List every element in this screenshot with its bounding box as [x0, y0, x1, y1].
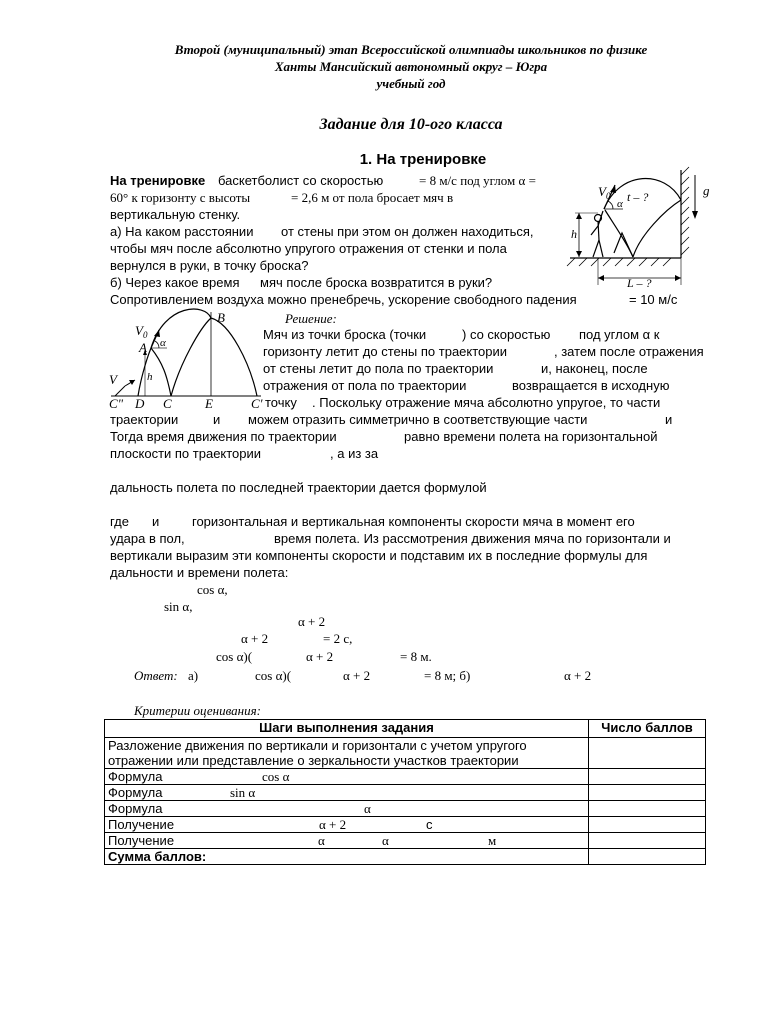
- solution-line: возвращается в исходную: [512, 378, 670, 393]
- criteria-row: [105, 817, 706, 833]
- player-figure: [591, 211, 603, 257]
- criteria-step: [105, 801, 589, 817]
- h-label: h: [571, 227, 577, 241]
- criteria-total-row: [105, 849, 706, 865]
- header-line-2: Ханты Мансийский автономный округ – Югра: [274, 59, 548, 74]
- criteria-step-text: α: [364, 801, 371, 816]
- criteria-step: [105, 769, 589, 785]
- solution-line: Мяч из точки броска (точки: [263, 327, 427, 342]
- statement-text: 60° к горизонту с высоты: [110, 190, 251, 205]
- statement-text: а) На каком расстоянии: [110, 224, 254, 239]
- header-line-3: учебный год: [376, 76, 446, 91]
- solution-line: , затем после отражения: [554, 344, 704, 359]
- solution-line: удара в пол,: [110, 531, 185, 546]
- criteria-step-text: Получение: [108, 817, 175, 832]
- answer-label: Ответ:: [134, 668, 178, 683]
- criteria-points: [589, 817, 706, 833]
- solution-line: и: [665, 412, 673, 427]
- criteria-step-text: м: [488, 833, 497, 848]
- formula-line: cos α,: [197, 582, 228, 597]
- statement-text: баскетболист со скоростью: [218, 173, 384, 188]
- col-steps-header: Шаги выполнения задания: [105, 720, 589, 738]
- criteria-row: [105, 738, 706, 769]
- v0-label: $V_0$: [598, 184, 611, 201]
- criteria-step-text: sin α: [230, 785, 256, 800]
- criteria-label: Критерии оценивания:: [134, 703, 261, 718]
- criteria-step: [105, 817, 589, 833]
- statement-text: чтобы мяч после абсолютно упругого отражения от стенки и пола: [110, 241, 507, 256]
- answer-text: α + 2: [343, 668, 371, 683]
- problem-title: 1. На тренировке: [359, 151, 487, 168]
- solution-line: под углом α к: [579, 327, 660, 342]
- fig2-point-C: C: [163, 396, 172, 410]
- statement-text: = 2,6 м от пола бросает мяч в: [291, 190, 454, 205]
- solution-line: точку: [265, 395, 297, 410]
- solution-line: горизонтальная и вертикальная компоненты скорости мяча в момент его: [192, 514, 635, 529]
- fig2-point-C1: C': [251, 396, 263, 410]
- formula-line: α + 2: [298, 614, 326, 629]
- fig2-point-E: E: [205, 396, 213, 410]
- criteria-points: [589, 785, 706, 801]
- criteria-step-text: Формула: [108, 785, 163, 800]
- criteria-row: [105, 801, 706, 817]
- criteria-header-row: [105, 720, 706, 738]
- solution-line: и: [152, 514, 160, 529]
- criteria-step-text: α + 2: [319, 817, 347, 832]
- criteria-step-text: Формула: [108, 769, 163, 784]
- L-label: L – ?: [627, 276, 652, 290]
- solution-line: , а из за: [330, 446, 379, 461]
- statement-text: = 10 м/с: [629, 292, 678, 307]
- col-points-header: Число баллов: [589, 720, 706, 738]
- statement-text: вернулся в руки, в точку броска?: [110, 258, 309, 273]
- solution-line: равно времени полета на горизонтальной: [404, 429, 658, 444]
- solution-line: дальности и времени полета:: [110, 565, 289, 580]
- criteria-step: [105, 833, 589, 849]
- task-title: Задание для 10-ого класса: [319, 116, 503, 133]
- statement-text: мяч после броска возвратится в руки?: [260, 275, 493, 290]
- solution-line: где: [110, 514, 129, 529]
- statement-text: б) Через какое время: [110, 275, 240, 290]
- criteria-step: [105, 785, 589, 801]
- criteria-table: [104, 719, 706, 865]
- fig2-point-B: B: [217, 310, 225, 325]
- answer-text: а): [188, 668, 199, 683]
- solution-line: . Поскольку отражение мяча абсолютно упругое, то части: [312, 395, 661, 410]
- formula-line: cos α)(: [216, 649, 253, 664]
- solution-line: вертикали выразим эти компоненты скорости и подставим их в последние формулы для: [110, 548, 648, 563]
- criteria-row: [105, 785, 706, 801]
- fig2-h: h: [147, 371, 153, 383]
- formula-line: = 8 м.: [400, 649, 432, 664]
- solution-line: плоскости по траектории: [110, 446, 262, 461]
- fig2-point-C2: C": [109, 396, 124, 410]
- g-label: g: [703, 183, 710, 198]
- solution-label: Решение:: [285, 311, 337, 326]
- criteria-step-text: α: [382, 833, 389, 848]
- criteria-points: [589, 738, 706, 769]
- header-line-1: Второй (муниципальный) этап Всероссийской олимпиады школьников по физике: [174, 42, 648, 57]
- t-label: t – ?: [627, 190, 649, 204]
- fig2-point-D: D: [135, 396, 145, 410]
- fig2-v0-label: $V_0$: [135, 323, 148, 340]
- criteria-total-label: Сумма баллов:: [105, 849, 589, 865]
- criteria-row: [105, 769, 706, 785]
- fig2-alpha: α: [160, 337, 166, 349]
- formula-line: = 2 с,: [323, 631, 353, 646]
- criteria-step-text: с: [426, 817, 433, 832]
- solution-line: от стены летит до пола по траектории: [263, 361, 494, 376]
- answer-text: α + 2: [564, 668, 592, 683]
- figure-trajectory-diagram: [105, 308, 265, 410]
- criteria-points: [589, 833, 706, 849]
- solution-line: Тогда время движения по траектории: [110, 429, 337, 444]
- statement-text: вертикальную стенку.: [110, 207, 241, 222]
- criteria-step-text: Формула: [108, 801, 163, 816]
- answer-text: = 8 м; б): [424, 668, 471, 683]
- alpha-label: α: [617, 198, 623, 210]
- solution-line: ) со скоростью: [462, 327, 551, 342]
- solution-line: время полета. Из рассмотрения движения мяча по горизонтали и: [274, 531, 671, 546]
- solution-line: отражения от пола по траектории: [263, 378, 467, 393]
- solution-line: можем отразить симметрично в соответствующие части: [248, 412, 588, 427]
- solution-line: траектории: [110, 412, 179, 427]
- fig2-point-A: A: [139, 340, 147, 355]
- fig2-V: V: [109, 372, 117, 387]
- solution-line: и: [213, 412, 221, 427]
- formula-line: α + 2: [306, 649, 334, 664]
- criteria-total-points: [589, 849, 706, 865]
- criteria-step: Разложение движения по вертикали и горизонтали с учетом упругого отражении или представление о зеркальности участков траектории: [105, 738, 589, 769]
- criteria-step-text: Получение: [108, 833, 175, 848]
- solution-line: и, наконец, после: [541, 361, 648, 376]
- criteria-step-text: α: [318, 833, 325, 848]
- solution-line: горизонту летит до стены по траектории: [263, 344, 508, 359]
- criteria-points: [589, 769, 706, 785]
- formula-line: sin α,: [164, 599, 193, 614]
- criteria-points: [589, 801, 706, 817]
- statement-text: = 8 м/с под углом α =: [419, 173, 536, 188]
- statement-bold-lead: На тренировке: [110, 173, 206, 188]
- formula-line: α + 2: [241, 631, 269, 646]
- statement-text: от стены при этом он должен находиться,: [281, 224, 534, 239]
- criteria-row: [105, 833, 706, 849]
- statement-text: Сопротивлением воздуха можно пренебречь, ускорение свободного падения: [110, 292, 577, 307]
- solution-line: дальность полета по последней траектории дается формулой: [110, 480, 487, 495]
- answer-text: cos α)(: [255, 668, 292, 683]
- criteria-step-text: cos α: [262, 769, 290, 784]
- figure-throw-diagram: [565, 165, 715, 295]
